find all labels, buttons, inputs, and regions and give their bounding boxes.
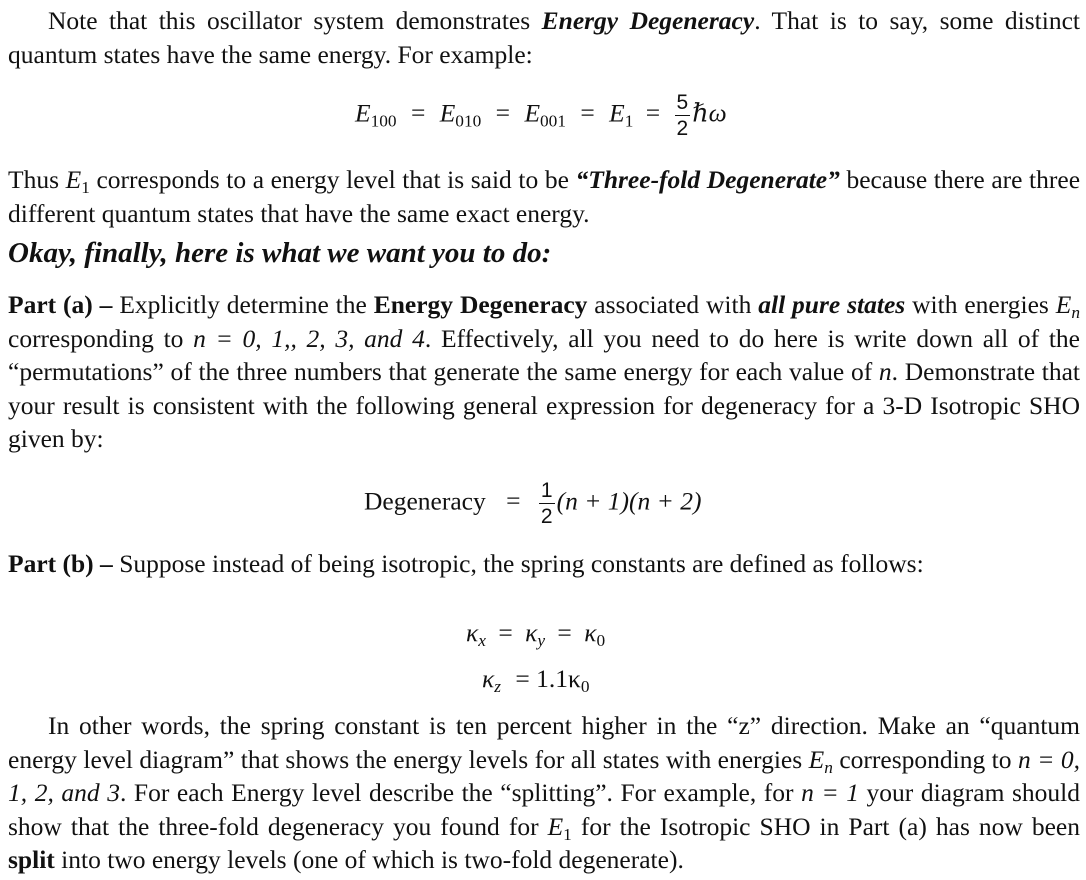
fraction-one-half: $\frac{1}{2}$ [540,479,553,528]
sub-010: 010 [455,111,482,131]
equation-spring-constants-xy: $\kappa_x = \kappa_y = \kappa_0$ [466,618,606,651]
part-a-label: Part (a) – [8,290,113,319]
equation-spring-constant-z: $\kappa_z = 1.1\kappa_0$ [482,664,590,697]
fraction-five-halves: $\frac{5}{2}$ [676,91,689,140]
intro-rest: . That is to say, some distinct quantum states have the same energy. For example: [8,6,1080,69]
sub-1: 1 [624,111,634,131]
equation-degeneracy-formula: Degeneracy = $\frac{1}{2}$ (n + 1)(n + 2) [364,479,702,528]
degeneracy-label: Degeneracy [364,486,486,516]
part-a-paragraph: Part (a) – Explicitly determine the Energy Degeneracy associated with all pure states with energies $E_n$ corresponding to n = 0, 1,, 2, 3, and 4. Effectively, all you need to do here is write down all of the “permutations” of the three numbers that generate the same energy for each value of n. Demonstrate that your result is consistent with the following general expression for degeneracy for a 3-D Isotropic SHO given by: [8,290,1081,453]
level-diagram-paragraph: In other words, the spring constant is ten percent higher in the “z” direction. Make an “quantum energy level diagram” that shows the energy levels for all states with energies $E_n$ corresponding to n = 0, 1, 2, and 3. For each Energy level describe the “splitting”. For example, for n = 1 your diagram should show that the three-fold degeneracy you found for $E_1$ for the Isotropic SHO in Part (a) has now been split into two energy levels (one of which is two-fold degenerate). [8,711,1080,874]
term-split: split [8,845,55,874]
intro-paragraph [8,4,1080,71]
sub-100: 100 [370,111,397,131]
equation-degenerate-states: $E_{100} = E_{010} = E_{001} = E_1$ = $\frac{5}{2}$ ℏω [355,91,727,140]
term-energy-degeneracy: Energy Degeneracy [541,6,755,35]
part-b-paragraph: Part (b) – Suppose instead of being isotropic, the spring constants are defined as follows: [8,549,924,578]
sub-001: 001 [540,111,567,131]
part-b-label: Part (b) – [8,549,113,578]
term-three-fold: “Three-fold Degenerate” [575,165,840,194]
section-heading: Okay, finally, here is what we want you to do: [8,237,552,269]
three-fold-paragraph: Thus $E_1$ corresponds to a energy level that is said to be “Three-fold Degenerate” because there are three different quantum states that have the same exact energy. [8,165,1081,228]
intro-lead: Note that this oscillator system demonstrates [48,6,542,35]
hbar-omega: ℏω [692,98,727,128]
